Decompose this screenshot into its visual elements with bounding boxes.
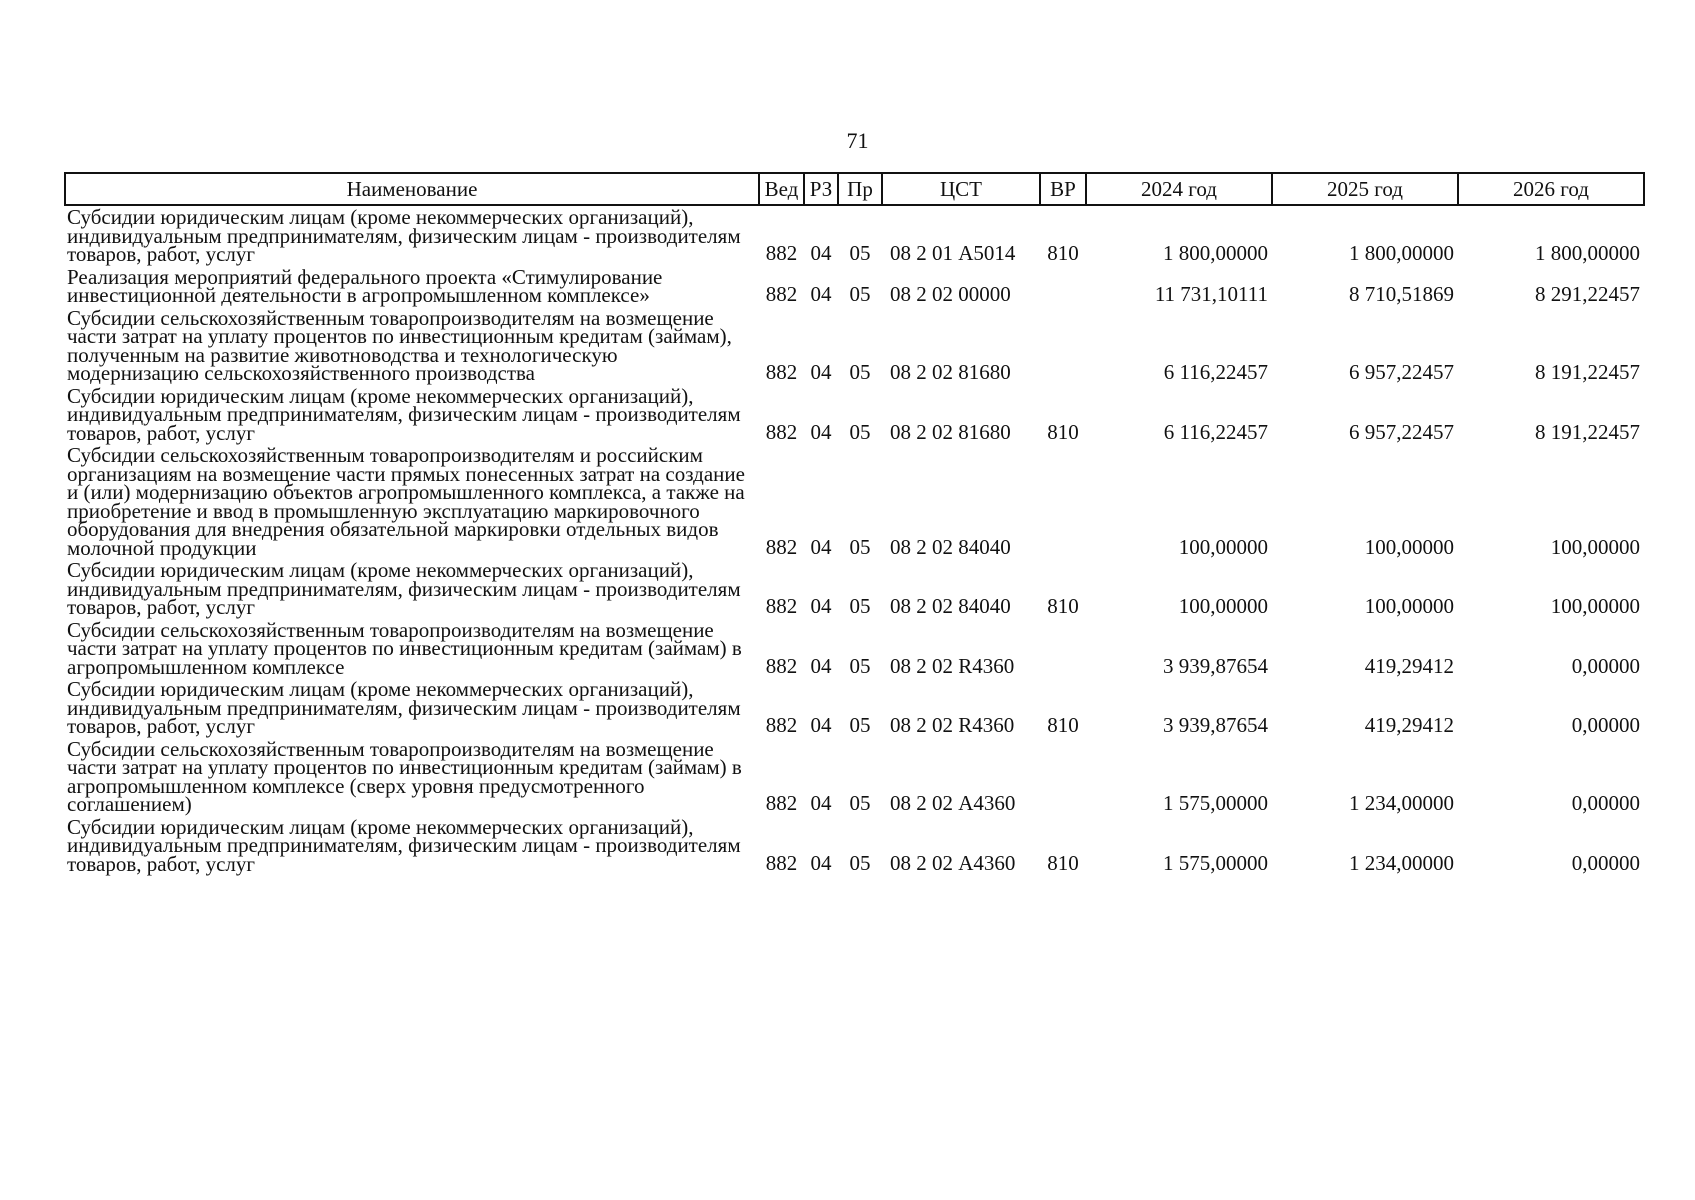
row-amount-2025: 6 957,22457 xyxy=(1349,419,1454,444)
row-pr: 05 xyxy=(849,713,871,737)
row-amount-2025: 1 800,00000 xyxy=(1349,241,1454,265)
row-ved: 882 xyxy=(765,241,798,265)
row-pr: 05 xyxy=(849,282,871,306)
header-row xyxy=(65,173,1644,205)
row-rz: 04 xyxy=(810,282,832,306)
row-cst: 08 2 02 00000 xyxy=(890,282,1011,306)
row-amount-2024: 1 800,00000 xyxy=(1163,241,1268,265)
row-rz: 04 xyxy=(810,713,832,737)
table-header xyxy=(65,173,1644,205)
row-pr: 05 xyxy=(849,534,871,559)
table-row xyxy=(65,444,1644,559)
table-row xyxy=(65,266,1644,307)
header-2026: 2026 год xyxy=(1458,173,1644,205)
row-pr: 05 xyxy=(849,241,871,265)
row-cst: 08 2 02 81680 xyxy=(890,419,1011,444)
row-cst: 08 2 02 R4360 xyxy=(890,713,1015,737)
row-amount-2025: 6 957,22457 xyxy=(1349,360,1454,384)
row-ved: 882 xyxy=(765,653,798,678)
header-name: Наименование xyxy=(65,173,759,205)
row-pr: 05 xyxy=(849,360,871,384)
row-pr: 05 xyxy=(849,791,871,815)
row-name: Субсидии юридическим лицам (кроме некоммерческих организаций), индивидуальным предпринимателям, физическим лицам - производителям товаров, работ, услуг xyxy=(67,677,741,738)
row-amount-2024: 6 116,22457 xyxy=(1163,360,1268,384)
row-ved: 882 xyxy=(765,791,798,815)
table-row xyxy=(65,619,1644,679)
row-amount-2025: 1 234,00000 xyxy=(1349,791,1454,815)
row-rz: 04 xyxy=(810,241,832,265)
row-amount-2024: 100,00000 xyxy=(1178,594,1268,618)
table-row xyxy=(65,738,1644,816)
row-name: Субсидии юридическим лицам (кроме некоммерческих организаций), индивидуальным предпринимателям, физическим лицам - производителям товаров, работ, услуг xyxy=(67,383,741,445)
table-row xyxy=(65,816,1644,876)
row-amount-2024: 1 575,00000 xyxy=(1163,791,1268,815)
budget-table xyxy=(64,172,1645,875)
header-2024: 2024 год xyxy=(1086,173,1272,205)
row-name: Субсидии сельскохозяйственным товаропроизводителям и российским организациям на возмещение части прямых понесенных затрат на создание и (или) модернизацию объектов агропромышленного комплекса, а также на приобретение и ввод в промышленную эксплуатацию маркировочного оборудования для внедрения обязательной маркировки отдельных видов молочной продукции xyxy=(67,443,745,560)
row-vr: 810 xyxy=(1047,241,1079,265)
row-vr: 810 xyxy=(1047,419,1079,444)
row-name: Реализация мероприятий федерального проекта «Стимулирование инвестиционной деятельности в агропромышленном комплексе» xyxy=(67,264,663,307)
row-amount-2025: 419,29412 xyxy=(1364,713,1454,737)
row-amount-2026: 0,00000 xyxy=(1571,850,1640,875)
header-cst: ЦСТ xyxy=(882,173,1040,205)
row-amount-2026: 8 291,22457 xyxy=(1535,282,1640,306)
row-rz: 04 xyxy=(810,653,832,678)
row-cst: 08 2 02 81680 xyxy=(890,360,1011,384)
row-amount-2026: 1 800,00000 xyxy=(1535,241,1640,265)
header-pr: Пр xyxy=(838,173,882,205)
row-amount-2024: 3 939,87654 xyxy=(1163,653,1268,678)
row-amount-2026: 8 191,22457 xyxy=(1535,360,1640,384)
row-cst: 08 2 02 84040 xyxy=(890,594,1011,618)
row-amount-2025: 100,00000 xyxy=(1364,534,1454,559)
row-vr: 810 xyxy=(1047,850,1079,875)
row-amount-2024: 11 731,10111 xyxy=(1154,282,1268,306)
row-rz: 04 xyxy=(810,419,832,444)
row-name: Субсидии сельскохозяйственным товаропроизводителям на возмещение части затрат на уплату процентов по инвестиционным кредитам (займам) в агропромышленном комплексе (сверх уровня предусмотренного соглашением) xyxy=(67,736,742,816)
row-name: Субсидии юридическим лицам (кроме некоммерческих организаций), индивидуальным предпринимателям, физическим лицам - производителям товаров, работ, услуг xyxy=(67,205,741,266)
row-cst: 08 2 02 84040 xyxy=(890,534,1011,559)
row-amount-2026: 8 191,22457 xyxy=(1535,419,1640,444)
row-cst: 08 2 02 R4360 xyxy=(890,653,1015,678)
row-ved: 882 xyxy=(765,419,798,444)
row-rz: 04 xyxy=(810,534,832,559)
header-ved: Вед xyxy=(759,173,804,205)
row-ved: 882 xyxy=(765,282,798,306)
row-amount-2025: 8 710,51869 xyxy=(1349,282,1454,306)
row-rz: 04 xyxy=(810,360,832,384)
row-amount-2024: 100,00000 xyxy=(1178,534,1268,559)
row-amount-2026: 0,00000 xyxy=(1571,791,1640,815)
table-body xyxy=(65,205,1644,875)
table-row xyxy=(65,205,1644,266)
table-row xyxy=(65,559,1644,619)
table-row xyxy=(65,678,1644,738)
row-vr xyxy=(1040,444,1086,559)
table-row xyxy=(65,385,1644,445)
row-amount-2025: 419,29412 xyxy=(1364,653,1454,678)
row-pr: 05 xyxy=(849,594,871,618)
row-amount-2024: 3 939,87654 xyxy=(1163,713,1268,737)
row-cst: 08 2 01 А5014 xyxy=(890,241,1016,265)
row-cst: 08 2 02 А4360 xyxy=(890,850,1016,875)
row-amount-2026: 0,00000 xyxy=(1571,713,1640,737)
header-vr: ВР xyxy=(1040,173,1086,205)
header-2025: 2025 год xyxy=(1272,173,1458,205)
row-cst: 08 2 02 А4360 xyxy=(890,791,1016,815)
row-pr: 05 xyxy=(849,850,871,875)
row-name: Субсидии юридическим лицам (кроме некоммерческих организаций), индивидуальным предпринимателям, физическим лицам - производителям товаров, работ, услуг xyxy=(67,558,741,619)
row-ved: 882 xyxy=(765,850,798,875)
table-row xyxy=(65,307,1644,385)
row-amount-2026: 100,00000 xyxy=(1550,534,1640,559)
row-name: Субсидии юридическим лицам (кроме некоммерческих организаций), индивидуальным предпринимателям, физическим лицам - производителям товаров, работ, услуг xyxy=(67,814,741,876)
row-amount-2025: 100,00000 xyxy=(1364,594,1454,618)
row-pr: 05 xyxy=(849,419,871,444)
row-vr: 810 xyxy=(1047,713,1079,737)
row-amount-2026: 0,00000 xyxy=(1571,653,1640,678)
row-ved: 882 xyxy=(765,594,798,618)
row-amount-2026: 100,00000 xyxy=(1550,594,1640,618)
row-pr: 05 xyxy=(849,653,871,678)
row-ved: 882 xyxy=(765,534,798,559)
row-vr xyxy=(1040,307,1086,385)
row-name: Субсидии сельскохозяйственным товаропроизводителям на возмещение части затрат на уплату процентов по инвестиционным кредитам (займам) в агропромышленном комплексе xyxy=(67,617,742,679)
row-amount-2025: 1 234,00000 xyxy=(1349,850,1454,875)
row-vr xyxy=(1040,738,1086,816)
row-rz: 04 xyxy=(810,791,832,815)
header-rz: РЗ xyxy=(804,173,838,205)
row-rz: 04 xyxy=(810,594,832,618)
row-vr: 810 xyxy=(1047,594,1079,618)
row-amount-2024: 6 116,22457 xyxy=(1163,419,1268,444)
page-number: 71 xyxy=(846,128,869,153)
row-rz: 04 xyxy=(810,850,832,875)
row-vr xyxy=(1040,619,1086,679)
row-ved: 882 xyxy=(765,360,798,384)
row-name: Субсидии сельскохозяйственным товаропроизводителям на возмещение части затрат на уплату процентов по инвестиционным кредитам (займам), полученным на развитие животноводства и технологическую модернизацию сельскохозяйственного производства xyxy=(67,305,732,385)
row-ved: 882 xyxy=(765,713,798,737)
row-amount-2024: 1 575,00000 xyxy=(1163,850,1268,875)
row-vr xyxy=(1040,266,1086,307)
